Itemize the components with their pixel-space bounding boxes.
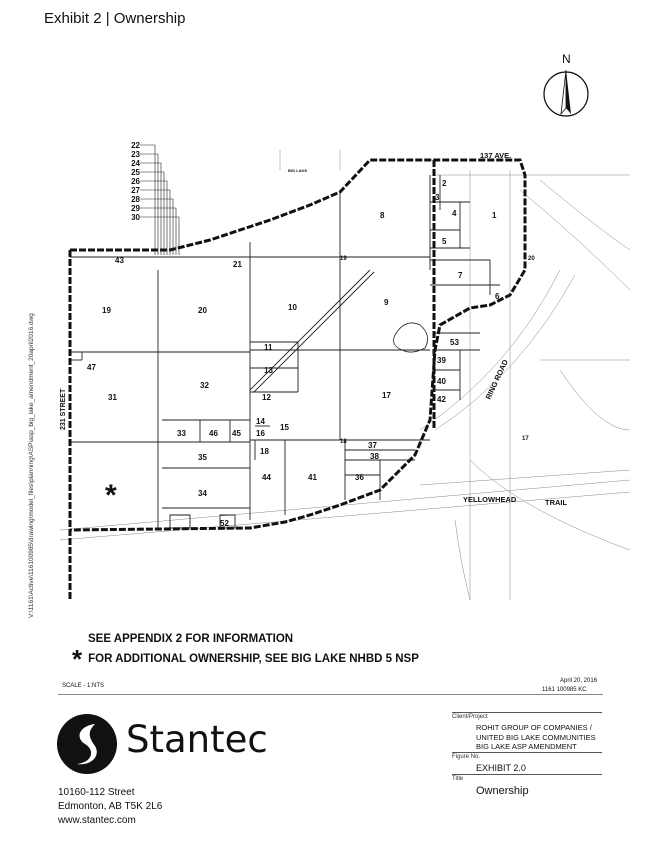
- parcel-21: 21: [233, 260, 242, 269]
- section-number: 19: [340, 256, 347, 262]
- road-label-ring-road: RING ROAD: [483, 358, 510, 401]
- client-line-2: UNITED BIG LAKE COMMUNITIES: [476, 733, 596, 742]
- parcel-36: 36: [355, 473, 364, 482]
- parcel-33: 33: [177, 429, 186, 438]
- parcel-4: 4: [452, 209, 457, 218]
- client-line-1: ROHIT GROUP OF COMPANIES /: [476, 723, 592, 732]
- callout-27: 27: [131, 186, 140, 195]
- callout-23: 23: [131, 150, 140, 159]
- callout-30: 30: [131, 213, 140, 222]
- parcel-12: 12: [262, 393, 271, 402]
- title-block-divider: [452, 712, 602, 713]
- section-number: 18: [340, 439, 347, 445]
- parcel-11: 11: [264, 343, 273, 352]
- parcel-17: 17: [382, 391, 391, 400]
- parcel-8: 8: [380, 211, 385, 220]
- parcel-37: 37: [368, 441, 377, 450]
- parcel-19: 19: [102, 306, 111, 315]
- parcel-52: 52: [220, 519, 229, 528]
- section-number: 17: [522, 436, 529, 442]
- parcel-43: 43: [115, 256, 124, 265]
- parcel-38: 38: [370, 452, 379, 461]
- north-arrow-icon: [540, 52, 592, 124]
- parcel-3: 3: [435, 193, 440, 202]
- road-label-137-ave: 137 AVE.: [480, 151, 512, 160]
- title-label: Title: [452, 776, 464, 782]
- parcel-10: 10: [288, 303, 297, 312]
- note-appendix: SEE APPENDIX 2 FOR INFORMATION: [88, 633, 294, 645]
- title-block-divider: [452, 752, 602, 753]
- client-line-3: BIG LAKE ASP AMENDMENT: [476, 742, 577, 751]
- parcel-6: 6: [495, 292, 500, 301]
- callout-24: 24: [131, 159, 140, 168]
- callout-29: 29: [131, 204, 140, 213]
- parcel-16: 16: [256, 429, 265, 438]
- address-line-1: 10160-112 Street: [58, 787, 135, 798]
- parcel-18: 18: [260, 447, 269, 456]
- parcel-44: 44: [262, 473, 271, 482]
- parcel-45: 45: [232, 429, 241, 438]
- callout-26: 26: [131, 177, 140, 186]
- callout-25: 25: [131, 168, 140, 177]
- parcel-39: 39: [437, 356, 446, 365]
- client-label: Client/Project: [452, 714, 488, 720]
- page-title: Exhibit 2 | Ownership: [44, 10, 186, 27]
- asterisk-icon: *: [72, 644, 83, 674]
- company-name: Stantec: [126, 718, 268, 761]
- stantec-logo-icon: [55, 712, 119, 776]
- parcel-40: 40: [437, 377, 446, 386]
- scale-label: SCALE - 1:NTS: [62, 683, 105, 689]
- big-lake-label: BIG LAKE: [288, 168, 308, 173]
- parcel-35: 35: [198, 453, 207, 462]
- parcel-46: 46: [209, 429, 218, 438]
- parcel-5: 5: [442, 237, 447, 246]
- title-value: Ownership: [476, 785, 529, 797]
- road-label-trail: TRAIL: [545, 498, 568, 507]
- title-block-divider: [452, 774, 602, 775]
- parcel-1: 1: [492, 211, 497, 220]
- section-number: 20: [528, 256, 535, 262]
- parcel-53: 53: [450, 338, 459, 347]
- parcel-32: 32: [200, 381, 209, 390]
- figure-value: EXHIBIT 2.0: [476, 763, 526, 773]
- note-additional-text: FOR ADDITIONAL OWNERSHIP, SEE BIG LAKE NHBD 5 NSP: [88, 653, 419, 665]
- file-path: V:\1161\Active\116100985\drawing\model_files\planning\ASP\asp_big_lake_amendment_20april2016.dwg: [28, 313, 35, 618]
- divider: [58, 694, 603, 695]
- callout-22: 22: [131, 141, 140, 150]
- company-address: [58, 786, 162, 828]
- parcel-47: 47: [87, 363, 96, 372]
- address-line-2: Edmonton, AB T5K 2L6: [58, 801, 163, 812]
- figure-label: Figure No.: [452, 754, 481, 760]
- parcel-2: 2: [442, 179, 447, 188]
- project-number: 1161 100985 KC: [542, 687, 587, 693]
- parcel-13: 13: [264, 366, 273, 375]
- north-label: N: [562, 52, 571, 66]
- parcel-31: 31: [108, 393, 117, 402]
- asterisk-marker: *: [105, 479, 117, 512]
- parcel-34: 34: [198, 489, 207, 498]
- date-label: April 20, 2016: [560, 678, 598, 684]
- parcel-41: 41: [308, 473, 317, 482]
- website: www.stantec.com: [58, 815, 136, 826]
- ownership-map: [40, 130, 630, 600]
- road-label-231-street: 231 STREET: [60, 388, 67, 430]
- parcel-42: 42: [437, 395, 446, 404]
- parcel-15: 15: [280, 423, 289, 432]
- callout-28: 28: [131, 195, 140, 204]
- note-additional-ownership: [72, 644, 419, 674]
- parcel-7: 7: [458, 271, 463, 280]
- parcel-9: 9: [384, 298, 389, 307]
- parcel-14: 14: [256, 417, 265, 426]
- road-label-yellowhead: YELLOWHEAD: [463, 495, 517, 504]
- parcel-20: 20: [198, 306, 207, 315]
